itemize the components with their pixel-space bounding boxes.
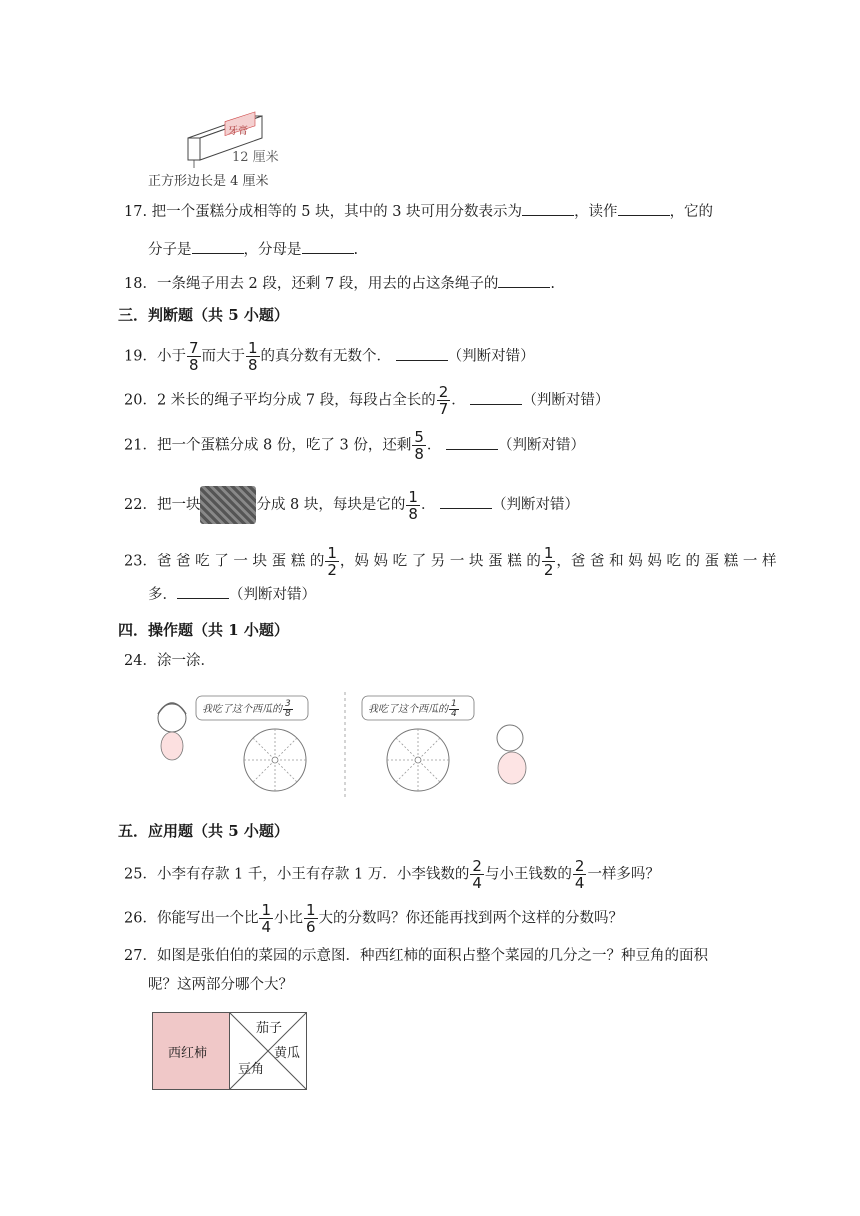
fraction: $\frac{2}{7}$: [438, 383, 449, 418]
bean-label: 豆角: [238, 1062, 265, 1077]
cucumber-label: 黄瓜: [274, 1046, 301, 1061]
tomato-label: 西红柿: [168, 1046, 208, 1061]
question-26: 26．你能写出一个比 $\frac{1}{4}$ 小比 $\frac{1}{6}$ 大的分数吗？你还能再找到两个这样的分数吗？: [124, 901, 624, 936]
eggplant-label: 茄子: [256, 1021, 283, 1036]
question-27-line2: 呢？这两部分哪个大？: [148, 977, 293, 993]
watermelon-figure: [150, 688, 540, 800]
question-23-line2: 多． （判断对错）: [148, 584, 316, 605]
cake-image: [200, 486, 256, 524]
answer-blank[interactable]: [522, 201, 574, 216]
answer-blank[interactable]: [302, 239, 354, 254]
watermelon-circle-1[interactable]: [244, 729, 306, 791]
question-19: 19．小于 $\frac{7}{8}$ 而大于 $\frac{1}{8}$ 的真分数有无数个． （判断对错）: [124, 339, 535, 374]
question-20: 20．2 米长的绳子平均分成 7 段，每段占全长的 $\frac{2}{7}$ ． （判断对错）: [124, 383, 610, 418]
answer-blank[interactable]: [440, 494, 492, 509]
watermelon-circle-2[interactable]: [387, 729, 449, 791]
question-17-line1: 17. 把一个蛋糕分成相等的 5 块，其中的 3 块可用分数表示为 ，读作 ，它的: [124, 201, 713, 222]
bubble-2-text: 我吃了这个西瓜的 $\frac{1}{4}$: [368, 699, 457, 719]
fraction: $\frac{1}{4}$: [261, 901, 271, 936]
length-label: 12 厘米: [232, 150, 279, 165]
bubble-1-text: 我吃了这个西瓜的 $\frac{3}{8}$: [202, 699, 291, 719]
question-22: 22．把一块 分成 8 块，每块是它的 $\frac{1}{8}$ ． （判断对错）: [124, 487, 580, 523]
question-23-line1: 23．爸 爸 吃 了 一 块 蛋 糕 的 $\frac{1}{2}$ ，妈 妈 吃 了 另 一 块 蛋 糕 的 $\frac{1}{2}$ ，爸 爸 和 妈 妈 吃 的 蛋 糕 一 样: [124, 544, 777, 579]
question-27-line1: 27．如图是张伯伯的菜园的示意图．种西红柿的面积占整个菜园的几分之一？种豆角的面积: [124, 948, 708, 964]
answer-blank[interactable]: [192, 239, 244, 254]
answer-blank[interactable]: [177, 584, 229, 599]
fraction: $\frac{7}{8}$: [188, 339, 199, 374]
answer-blank[interactable]: [470, 390, 522, 405]
section-4-title: 四．操作题（共 1 小题）: [118, 621, 289, 639]
edge-label: 正方形边长是 4 厘米: [148, 174, 269, 189]
fraction: $\frac{2}{4}$: [574, 857, 585, 892]
fraction: $\frac{1}{2}$: [543, 544, 554, 579]
answer-blank[interactable]: [498, 273, 550, 288]
answer-blank[interactable]: [396, 346, 448, 361]
fraction: $\frac{1}{2}$: [327, 544, 337, 579]
section-3-title: 三．判断题（共 5 小题）: [118, 306, 289, 324]
section-5-title: 五．应用题（共 5 小题）: [118, 822, 289, 840]
question-21: 21．把一个蛋糕分成 8 份，吃了 3 份，还剩 $\frac{5}{8}$ ． （判断对错）: [124, 428, 585, 463]
question-18: 18．一条绳子用去 2 段，还剩 7 段，用去的占这条绳子的 .: [124, 273, 555, 294]
question-25: 25．小李有存款 1 千，小王有存款 1 万．小李钱数的 $\frac{2}{4}$ 与小王钱数的 $\frac{2}{4}$ 一样多吗？: [124, 857, 660, 892]
fraction: $\frac{1}{8}$: [408, 487, 418, 523]
fraction: $\frac{5}{8}$: [414, 428, 424, 463]
toothpaste-label: 牙膏: [228, 126, 248, 137]
toothpaste-figure: [150, 108, 300, 188]
fraction: $\frac{2}{4}$: [472, 857, 482, 892]
fraction: $\frac{1}{6}$: [306, 901, 316, 936]
question-17-line2: 分子是 ，分母是 .: [148, 239, 358, 260]
answer-blank[interactable]: [618, 201, 670, 216]
question-24: 24．涂一涂．: [124, 653, 215, 669]
answer-blank[interactable]: [446, 435, 498, 450]
fraction: $\frac{1}{8}$: [248, 339, 258, 374]
garden-diagram: [152, 1012, 308, 1090]
